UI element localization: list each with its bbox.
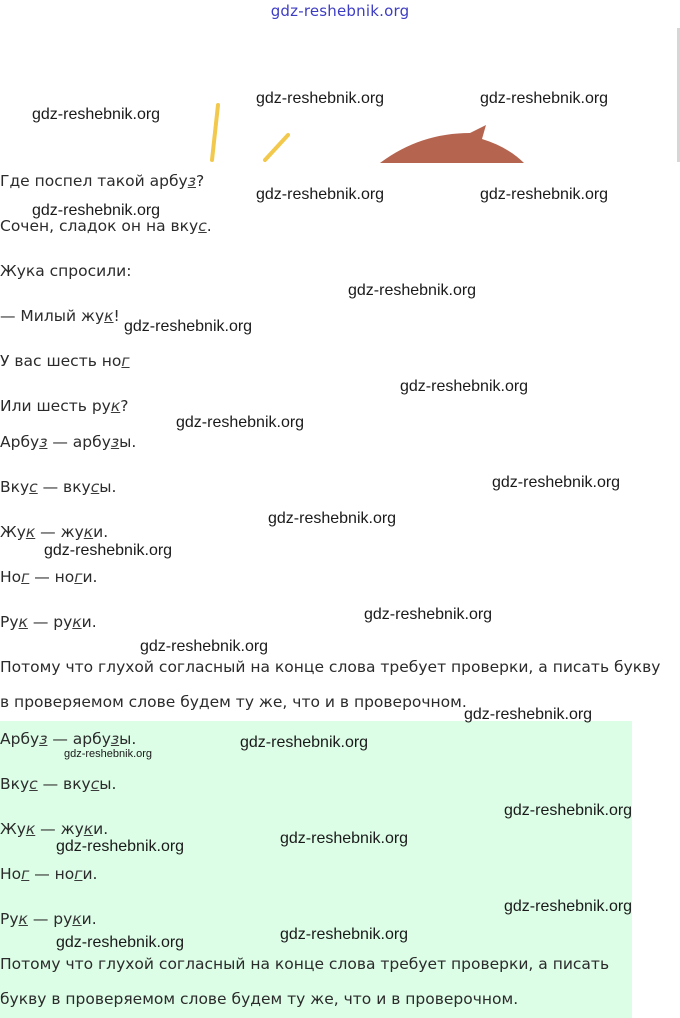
answer-row-ruk: Рук — руки. <box>0 910 97 928</box>
watermark: gdz-reshebnik.org <box>64 748 153 760</box>
check-row-arbuz: Арбуз — арбузы. <box>0 433 137 451</box>
watermark: gdz-reshebnik.org <box>140 638 269 655</box>
check-row-nog: Ног — ноги. <box>0 568 98 586</box>
answer-row-zhuk: Жук — жуки. <box>0 820 109 838</box>
check-row-ruk: Рук — руки. <box>0 613 97 631</box>
check-row-vkus: Вкус — вкусы. <box>0 478 117 496</box>
watermark: gdz-reshebnik.org <box>280 830 409 847</box>
watermark: gdz-reshebnik.org <box>240 734 369 751</box>
explanation-line-1: Потому что глухой согласный на конце слова требует проверки, а писать букву <box>0 658 661 676</box>
watermark: gdz-reshebnik.org <box>504 898 633 915</box>
watermark: gdz-reshebnik.org <box>56 934 185 951</box>
watermark: gdz-reshebnik.org <box>32 202 161 219</box>
answer-row-nog: Ног — ноги. <box>0 865 98 883</box>
watermark: gdz-reshebnik.org <box>504 802 633 819</box>
watermark: gdz-reshebnik.org <box>44 542 173 559</box>
watermark: gdz-reshebnik.org <box>256 90 385 107</box>
watermark: gdz-reshebnik.org <box>492 474 621 491</box>
watermark: gdz-reshebnik.org <box>268 510 397 527</box>
header-watermark[interactable]: gdz-reshebnik.org <box>270 2 410 20</box>
poem-line-5: У вас шесть ног <box>0 352 130 370</box>
watermark: gdz-reshebnik.org <box>348 282 477 299</box>
check-row-zhuk: Жук — жуки. <box>0 523 109 541</box>
watermark: gdz-reshebnik.org <box>400 378 529 395</box>
watermark: gdz-reshebnik.org <box>256 186 385 203</box>
yellow-stroke-left <box>212 105 218 160</box>
watermark: gdz-reshebnik.org <box>176 414 305 431</box>
poem-line-2: Сочен, сладок он на вкус. <box>0 217 212 235</box>
watermark: gdz-reshebnik.org <box>32 106 161 123</box>
watermark: gdz-reshebnik.org <box>480 90 609 107</box>
answer-explanation-line-1: Потому что глухой согласный на конце слова требует проверки, а писать <box>0 955 610 973</box>
watermark: gdz-reshebnik.org <box>464 706 593 723</box>
watermark: gdz-reshebnik.org <box>364 606 493 623</box>
answer-explanation-line-2: букву в проверяемом слове будем ту же, что и в проверочном. <box>0 990 519 1008</box>
poem-line-4: — Милый жук! <box>0 307 120 325</box>
poem-line-3: Жука спросили: <box>0 262 132 280</box>
watermelon-slice <box>380 125 524 163</box>
watermark: gdz-reshebnik.org <box>480 186 609 203</box>
answer-row-vkus: Вкус — вкусы. <box>0 775 117 793</box>
poem-line-1: Где поспел такой арбуз? <box>0 172 205 190</box>
answer-row-arbuz: Арбуз — арбузы. <box>0 730 137 748</box>
watermark: gdz-reshebnik.org <box>56 838 185 855</box>
poem-line-6: Или шесть рук? <box>0 397 129 415</box>
explanation-line-2: в проверяемом слове будем ту же, что и в проверочном. <box>0 693 467 711</box>
yellow-stroke-right <box>265 135 288 160</box>
watermark: gdz-reshebnik.org <box>280 926 409 943</box>
watermark: gdz-reshebnik.org <box>124 318 253 335</box>
